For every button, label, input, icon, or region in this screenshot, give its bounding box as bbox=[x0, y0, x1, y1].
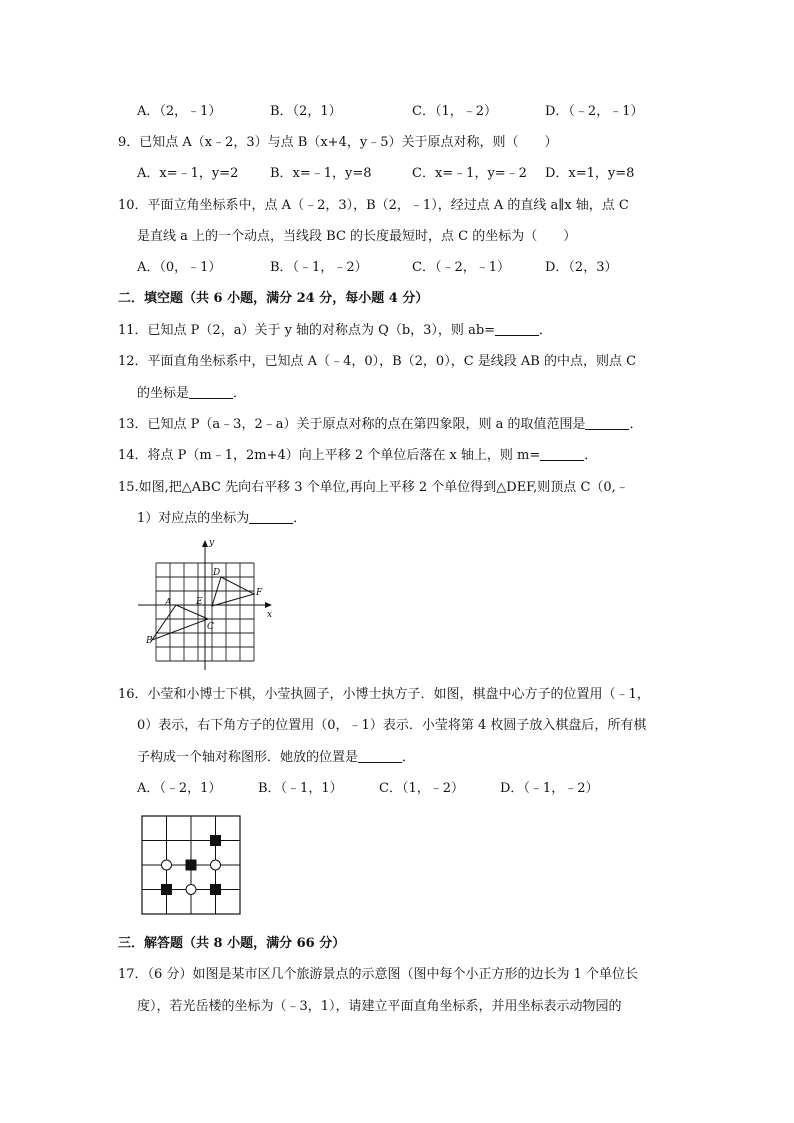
label-c: C bbox=[207, 622, 214, 632]
q17-line2: 度），若光岳楼的坐标为（﹣3，1），请建立平面直角坐标系，并用坐标表示动物园的 bbox=[137, 999, 622, 1014]
square-piece-icon bbox=[186, 860, 197, 871]
q14-blank bbox=[540, 446, 584, 461]
q16-line1: 16．小莹和小博士下棋，小莹执圆子，小博士执方子．如图，棋盘中心方子的位置用（﹣1， bbox=[118, 687, 650, 702]
triangle-abc bbox=[152, 605, 208, 640]
q10-option-a: A．（0，﹣1） bbox=[137, 260, 222, 275]
q12-line1: 12．平面直角坐标系中，已知点 A（﹣4，0），B（2，0），C 是线段 AB 的中点，则点 C bbox=[118, 354, 637, 369]
square-piece-icon bbox=[161, 884, 172, 895]
q15-line1: 15.如图,把△ABC 先向右平移 3 个单位,再向上平移 2 个单位得到△DEF,则顶点 C（0,﹣ bbox=[118, 480, 629, 495]
q9-option-a: A．x=﹣1，y=2 bbox=[137, 166, 239, 181]
q16-option-d: D．（﹣1，﹣2） bbox=[500, 781, 599, 796]
q14: 14．将点 P（m﹣1，2m+4）向上平移 2 个单位后落在 x 轴上，则 m= ． bbox=[118, 448, 598, 463]
section-2-heading: 二．填空题（共 6 小题，满分 24 分，每小题 4 分） bbox=[118, 291, 429, 306]
round-piece-icon bbox=[162, 860, 172, 870]
q10-option-d: D．（2，3） bbox=[545, 260, 618, 275]
label-e: E bbox=[196, 597, 203, 607]
q16-option-b: B．（﹣1，1） bbox=[258, 781, 343, 796]
triangle-def bbox=[212, 577, 254, 606]
q15-coordinate-figure bbox=[138, 535, 278, 670]
q13: 13．已知点 P（a﹣3，2﹣a）关于原点对称的点在第四象限，则 a 的取值范围是 ． bbox=[118, 417, 643, 432]
q9-stem: 9．已知点 A（x﹣2，3）与点 B（x+4，y﹣5）关于原点对称，则（ ） bbox=[118, 135, 558, 150]
q13-text: 13．已知点 P（a﹣3，2﹣a）关于原点对称的点在第四象限，则 a 的取值范围是 bbox=[118, 417, 586, 432]
q16-chessboard-figure bbox=[140, 814, 244, 918]
q16-blank bbox=[358, 748, 402, 763]
q11-blank bbox=[495, 321, 539, 336]
q10-line2: 是直线 a 上的一个动点，当线段 BC 的长度最短时，点 C 的坐标为（ ） bbox=[137, 229, 577, 244]
q16-option-c: C．（1，﹣2） bbox=[379, 781, 464, 796]
square-piece-icon bbox=[210, 884, 221, 895]
round-piece-icon bbox=[211, 860, 221, 870]
q11: 11．已知点 P（2，a）关于 y 轴的对称点为 Q（b，3），则 ab= ． bbox=[118, 323, 553, 338]
q10-option-c: C．（﹣2，﹣1） bbox=[412, 260, 510, 275]
x-axis-arrow-icon bbox=[265, 602, 272, 608]
label-x: x bbox=[267, 610, 273, 620]
q14-text: 14．将点 P（m﹣1，2m+4）向上平移 2 个单位后落在 x 轴上，则 m= bbox=[118, 448, 541, 463]
q16-line3: 子构成一个轴对称图形．她放的位置是 ． bbox=[137, 750, 416, 765]
q9-option-c: C．x=﹣1，y=﹣2 bbox=[412, 166, 527, 181]
q8-option-c: C．（1，﹣2） bbox=[412, 104, 497, 119]
q16-text: 子构成一个轴对称图形．她放的位置是 bbox=[137, 750, 359, 765]
q9-option-d: D．x=1，y=8 bbox=[545, 166, 635, 181]
q15-blank bbox=[249, 509, 293, 524]
q12-text: 的坐标是 bbox=[137, 386, 190, 401]
q16-option-a: A．（﹣2，1） bbox=[137, 781, 222, 796]
section-3-heading: 三．解答题（共 8 小题，满分 66 分） bbox=[118, 936, 346, 951]
label-a: A bbox=[165, 598, 172, 608]
label-b: B bbox=[146, 636, 153, 646]
q10-line1: 10．平面立角坐标系中，点 A（﹣2，3），B（2，﹣1），经过点 A 的直线 a∥x 轴，点 C bbox=[118, 198, 629, 213]
q8-option-d: D．（﹣2，﹣1） bbox=[545, 104, 644, 119]
q9-option-b: B．x=﹣1，y=8 bbox=[270, 166, 372, 181]
label-f: F bbox=[256, 588, 263, 598]
q8-option-a: A．（2，﹣1） bbox=[137, 104, 222, 119]
q12-blank bbox=[189, 384, 233, 399]
y-axis-arrow-icon bbox=[202, 540, 208, 547]
label-d: D bbox=[213, 568, 221, 578]
q10-option-b: B．（﹣1，﹣2） bbox=[270, 260, 368, 275]
square-piece-icon bbox=[210, 835, 221, 846]
round-piece-icon bbox=[186, 885, 196, 895]
q11-text: 11．已知点 P（2，a）关于 y 轴的对称点为 Q（b，3），则 ab= bbox=[118, 323, 496, 338]
q15-line2: 1）对应点的坐标为 ． bbox=[137, 511, 307, 526]
q13-blank bbox=[585, 415, 629, 430]
q15-text: 1）对应点的坐标为 bbox=[137, 511, 250, 526]
label-y: y bbox=[209, 538, 215, 548]
q12-line2: 的坐标是 ． bbox=[137, 386, 247, 401]
q17-line1: 17．（6 分）如图是某市区几个旅游景点的示意图（图中每个小正方形的边长为 1 个单位长 bbox=[118, 967, 638, 982]
q16-line2: 0）表示，右下角方子的位置用（0，﹣1）表示．小莹将第 4 枚圆子放入棋盘后，所有棋 bbox=[137, 718, 647, 733]
q8-option-b: B．（2，1） bbox=[270, 104, 342, 119]
